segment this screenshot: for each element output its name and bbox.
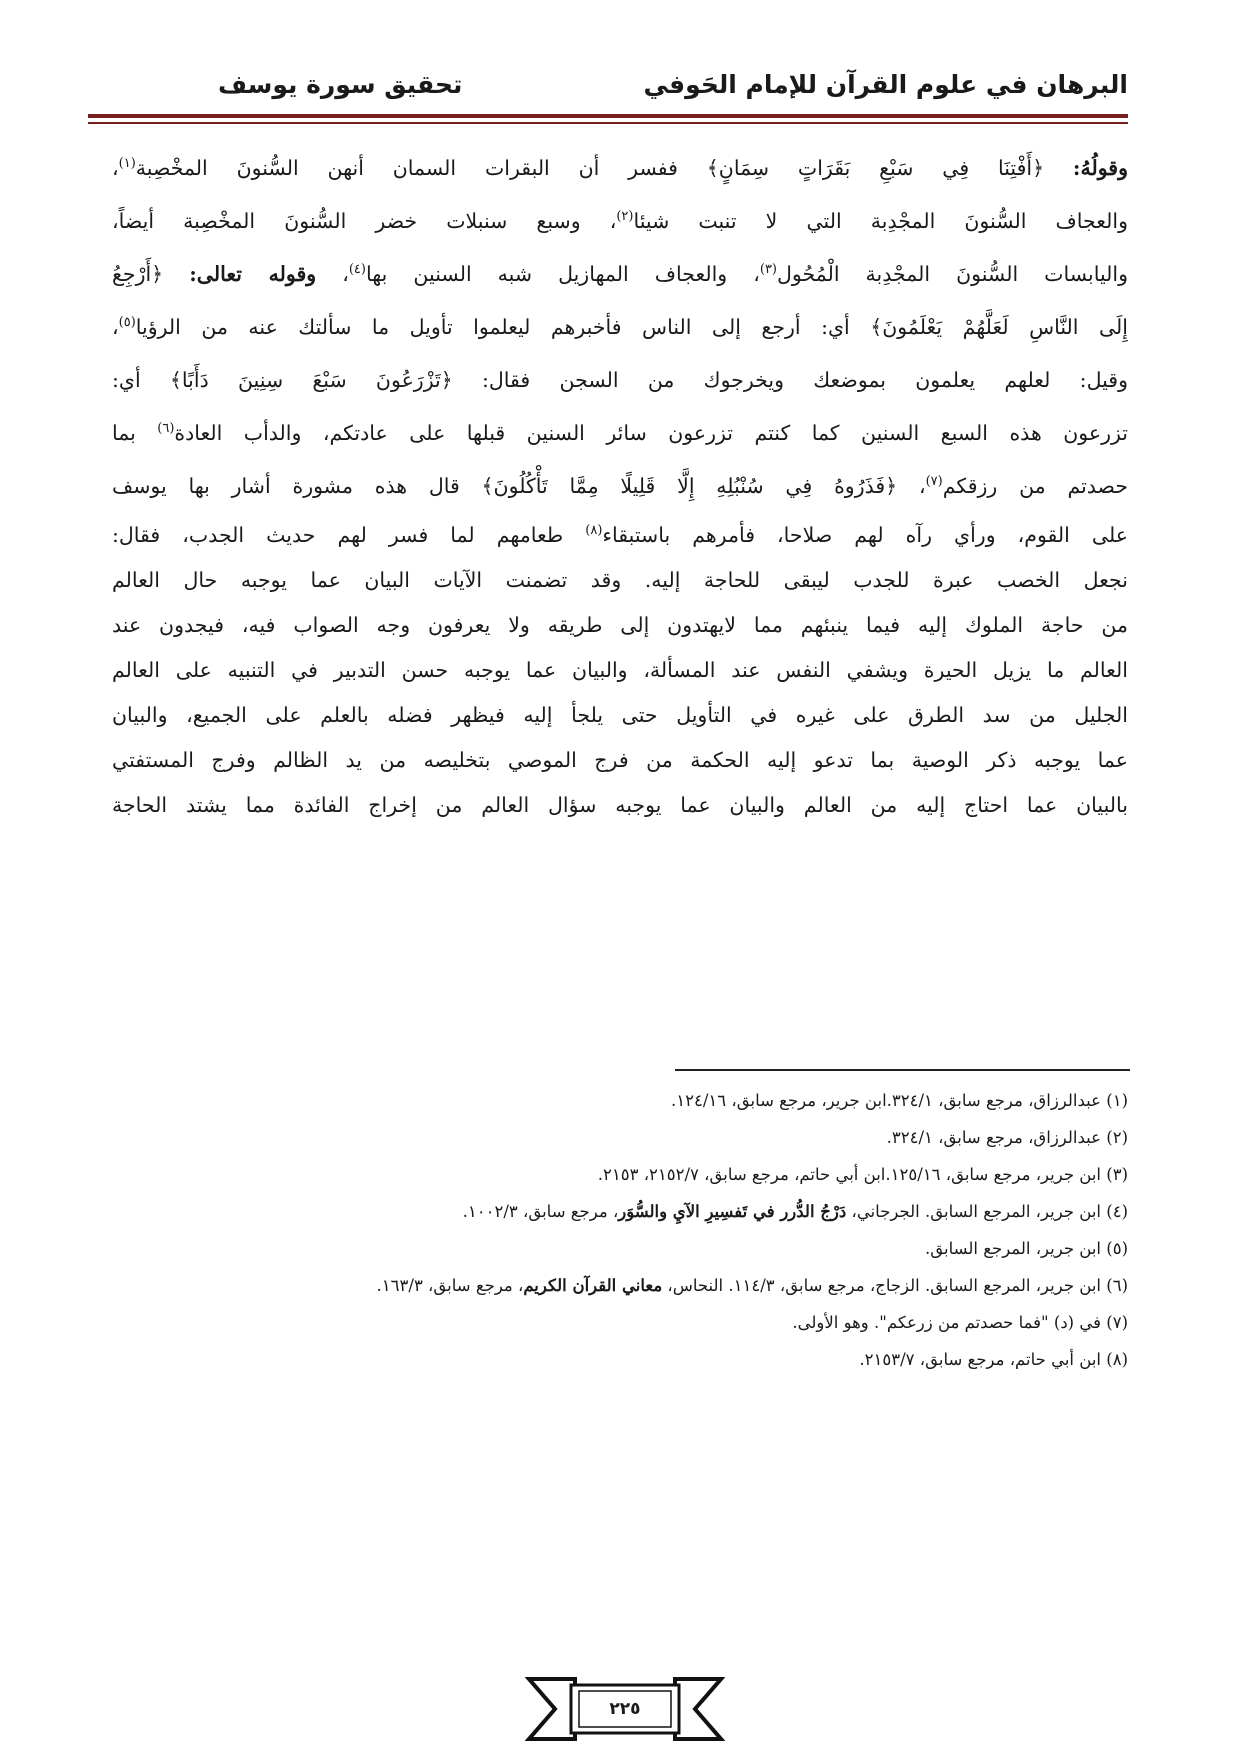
page-number-ribbon: [525, 1675, 725, 1743]
footnote-text-run: (٦) ابن جرير، المرجع السابق. الزجاج، مرجع سابق، ١١٤/٣. النحاس،: [662, 1276, 1128, 1295]
body-text-run: واليابسات السُّنونَ المجْدِبة الْمُحُول: [777, 262, 1128, 286]
footnote-ref-5[interactable]: (٥): [118, 315, 136, 331]
footnote-ref-3[interactable]: (٣): [759, 262, 777, 278]
footnote-text-run: ، مرجع سابق، ١٠٠٢/٣.: [462, 1202, 619, 1221]
body-text-run: ، ﴿فَذَرُوهُ فِي سُنْبُلِهِ إِلَّا قَلِيلًا مِمَّا تَأْكُلُونَ﴾ قال هذه مشورة أشار بها يوسف: [112, 474, 926, 498]
footnote-3: (٣) ابن جرير، مرجع سابق، ١٢٥/١٦.ابن أبي حاتم، مرجع سابق، ٢١٥٢/٧، ٢١٥٣.: [597, 1165, 1128, 1184]
body-text-run: بما: [112, 421, 158, 445]
body-text-run: ﴿أَرْجِعُ: [112, 262, 190, 286]
footnote-ref-8[interactable]: (٨): [585, 523, 603, 539]
footnote-5: (٥) ابن جرير، المرجع السابق.: [925, 1239, 1128, 1258]
footnote-4: [112, 1193, 1128, 1230]
footnote-text-run: (٤) ابن جرير، المرجع السابق. الجرجاني،: [846, 1202, 1128, 1221]
book-title-ref: معاني القرآن الكريم: [523, 1276, 663, 1295]
body-text: [112, 142, 1128, 828]
body-text-run: تزرعون هذه السبع السنين كما كنتم تزرعون سائر السنين قبلها على عادتكم، والدأب العادة: [174, 421, 1128, 445]
body-line-7: [112, 460, 1128, 513]
book-title: البرهان في علوم القرآن للإمام الحَوفي: [643, 70, 1128, 99]
page-number: ٢٢٥: [609, 1699, 641, 1719]
footnote-ref-6[interactable]: (٦): [157, 421, 175, 437]
body-line-14: بالبيان عما احتاج إليه من العالم والبيان عما يوجبه سؤال العالم من إخراج الفائدة مما يشتد الحاجة: [112, 793, 1128, 817]
body-line-12: الجليل من سد الطرق على غيره في التأويل حتى يلجأ إليه فيظهر فضله بالعلم على الجميع، والبيان: [112, 703, 1128, 727]
body-line-8: [112, 513, 1128, 558]
body-text-run: إِلَى النَّاسِ لَعَلَّهُمْ يَعْلَمُونَ﴾ أي: أرجع إلى الناس فأخبرهم ليعلموا تأويل ما سألتك عنه من الرؤيا: [135, 315, 1128, 339]
footnote-1: (١) عبدالرزاق، مرجع سابق، ٣٢٤/١.ابن جرير، مرجع سابق، ١٢٤/١٦.: [671, 1091, 1128, 1110]
footnote-ref-4[interactable]: (٤): [348, 262, 366, 278]
body-text-run: ،: [112, 156, 119, 180]
term-label: وقوله تعالى:: [189, 262, 317, 286]
body-text-run: ،: [112, 315, 119, 339]
body-line-4: [112, 301, 1128, 354]
body-text-run: ، وسبع سنبلات خضر السُّنونَ المخْصِبة أيضاً،: [112, 209, 617, 233]
footnote-ref-2[interactable]: (٢): [616, 209, 634, 225]
body-text-run: حصدتم من رزقكم: [942, 474, 1128, 498]
header-rule-thin: [88, 122, 1128, 124]
footnote-7: (٧) في (د) "فما حصدتم من زرعكم". وهو الأولى.: [792, 1313, 1128, 1332]
term-label: وقولُهُ:: [1072, 156, 1128, 180]
footnote-ref-7[interactable]: (٧): [925, 474, 943, 490]
body-text-run: على القوم، ورأي رآه لهم صلاحا، فأمرهم باستبقاء: [602, 523, 1128, 547]
body-line-3: [112, 248, 1128, 301]
body-line-13: عما يوجبه ذكر الوصية بما تدعو إليه الحكمة من فرج الموصي بتخليصه من يد الظالم وفرج المستفتي: [112, 748, 1128, 772]
footnote-2: (٢) عبدالرزاق، مرجع سابق، ٣٢٤/١.: [886, 1128, 1128, 1147]
body-text-run: ﴿أَفْتِنَا فِي سَبْعِ بَقَرَاتٍ سِمَانٍ﴾ ففسر أن البقرات السمان أنهن السُّنونَ المخْصِبة: [135, 156, 1073, 180]
body-line-5: وقيل: لعلهم يعلمون بموضعك ويخرجوك من السجن فقال: ﴿تَزْرَعُونَ سَبْعَ سِنِينَ دَأَبًا﴾ أي:: [112, 368, 1128, 392]
body-line-1: [112, 142, 1128, 195]
body-line-11: العالم ما يزيل الحيرة ويشفي النفس عند المسألة، والبيان عما يوجبه حسن التدبير في التنبيه على العالم: [112, 658, 1128, 682]
body-text-run: ،: [316, 262, 349, 286]
footnote-8: (٨) ابن أبي حاتم، مرجع سابق، ٢١٥٣/٧.: [859, 1350, 1128, 1369]
page-header: [88, 70, 1128, 110]
body-line-6: [112, 407, 1128, 460]
body-text-run: والعجاف السُّنونَ المجْدِبة التي لا تنبت شيئا: [633, 209, 1128, 233]
body-text-run: طعامهم لما فسر لهم حديث الجدب، فقال:: [112, 523, 586, 547]
body-line-9: نجعل الخصب عبرة للجدب ليبقى للحاجة إليه. وقد تضمنت الآيات البيان عما يوجبه حال العالم: [112, 568, 1128, 592]
body-line-10: من حاجة الملوك إليه فيما ينبئهم مما لايهتدون إلى طريقه ولا يعرفون وجه الصواب فيه، فيجدون عند: [112, 613, 1128, 637]
body-text-run: ، والعجاف المهازيل شبه السنين بها: [365, 262, 760, 286]
footnote-ref-1[interactable]: (١): [118, 156, 136, 172]
header-rule-thick: [88, 114, 1128, 118]
footnote-text-run: ، مرجع سابق، ١٦٣/٣.: [376, 1276, 524, 1295]
section-title: تحقيق سورة يوسف: [218, 70, 463, 99]
footnote-6: [112, 1267, 1128, 1304]
book-title-ref: دَرْجُ الدُّرر في تَفسِيرِ الآيِ والسُّوَر: [618, 1202, 847, 1221]
footnote-separator: [675, 1069, 1130, 1071]
footnotes: [112, 1082, 1128, 1378]
body-line-2: [112, 195, 1128, 248]
